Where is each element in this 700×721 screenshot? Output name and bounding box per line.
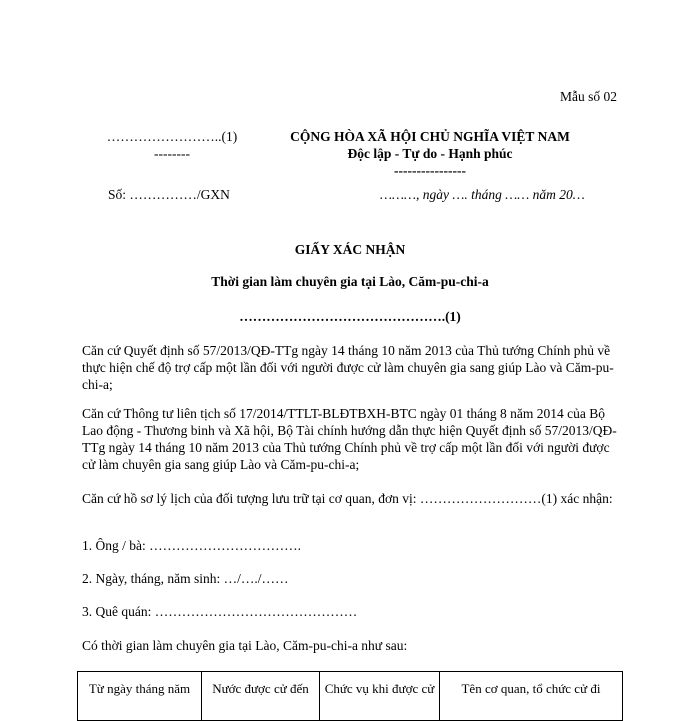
agency-divider: --------: [154, 146, 190, 161]
legal-basis-circular: Căn cứ Thông tư liên tịch số 17/2014/TTLT-BLĐTBXH-BTC ngày 01 tháng 8 năm 2014 của Bộ Lao động - Thương binh và Xã hội, Bộ Tài chính hướng dẫn thực hiện Quyết định số 57/2013/QĐ-TTg ngày 14 tháng 10 năm 2013 của Thủ tướng Chính phủ về trợ cấp một lần đối với người được cử làm chuyên gia sang giúp Lào và Căm-pu-chi-a;: [82, 406, 617, 472]
date-line: ………, ngày …. tháng …… năm 20…: [380, 187, 585, 202]
document-title: GIẤY XÁC NHẬN: [294, 242, 406, 257]
field-hometown: 3. Quê quán: ………………………………………: [82, 604, 358, 619]
certifying-agency-line: ……………………………………….(1): [239, 309, 461, 324]
field-name: 1. Ông / bà: …………………………….: [82, 538, 301, 553]
form-number: Mẫu số 02: [560, 89, 617, 104]
expert-periods-table: [77, 671, 622, 711]
table-header-cell: Tên cơ quan, tổ chức cử đi: [440, 672, 623, 721]
document-number: Số: ……………/GXN: [108, 187, 230, 202]
period-intro: Có thời gian làm chuyên gia tại Lào, Căm-pu-chi-a như sau:: [82, 638, 408, 653]
table-header-cell: Nước được cử đến: [202, 672, 320, 721]
table-header-cell: Chức vụ khi được cử: [320, 672, 440, 721]
table-header-cell: Từ ngày tháng năm: [78, 672, 202, 721]
motto-divider: ----------------: [394, 163, 466, 178]
agency-name-placeholder: ……………………..(1): [106, 129, 238, 144]
national-motto: Độc lập - Tự do - Hạnh phúc: [347, 146, 513, 161]
legal-basis-records: Căn cứ hồ sơ lý lịch của đối tượng lưu trữ tại cơ quan, đơn vị: ………………………(1) xác nhận:: [82, 491, 613, 506]
document-subtitle: Thời gian làm chuyên gia tại Lào, Căm-pu-chi-a: [211, 274, 489, 289]
legal-basis-decision: Căn cứ Quyết định số 57/2013/QĐ-TTg ngày 14 tháng 10 năm 2013 của Thủ tướng Chính phủ về thực hiện chế độ trợ cấp một lần đối với người được cử làm chuyên gia sang giúp Lào và Căm-pu-chi-a;: [82, 343, 614, 392]
field-date-of-birth: 2. Ngày, tháng, năm sinh: …/…./……: [82, 571, 289, 586]
table-header-row: [78, 672, 623, 721]
nation-title: CỘNG HÒA XÃ HỘI CHỦ NGHĨA VIỆT NAM: [290, 129, 570, 144]
